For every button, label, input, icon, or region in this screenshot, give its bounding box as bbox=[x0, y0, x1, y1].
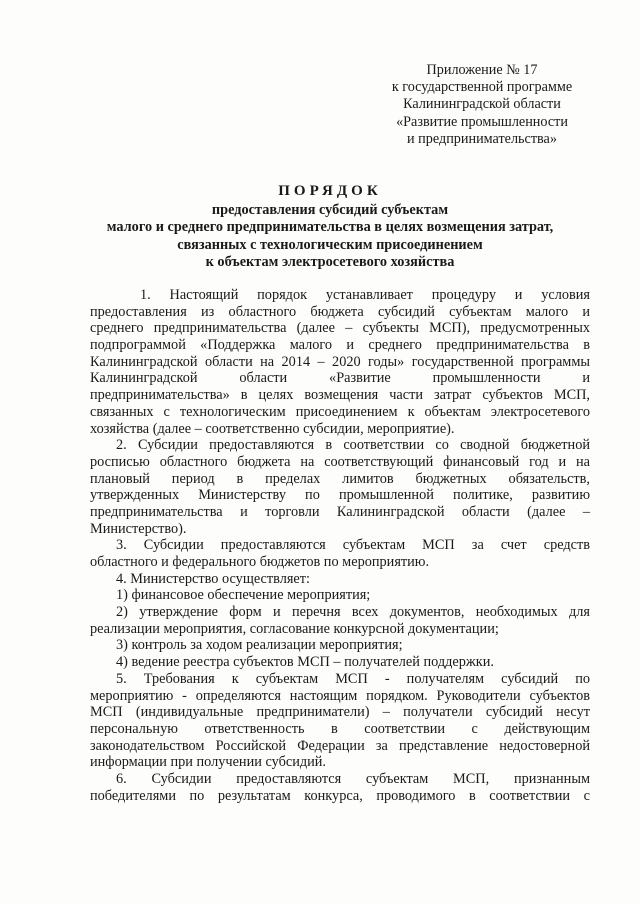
paragraph-5-line: 5. Требования к субъектам МСП - получателям субсидий по bbox=[116, 670, 590, 687]
paragraph-1-line: связанных с технологическим присоединением к объектам электросетевого bbox=[90, 403, 590, 420]
list-item: 2) утверждение форм и перечня всех документов, необходимых для bbox=[116, 604, 590, 621]
title-line: предоставления субсидий субъектам bbox=[211, 201, 449, 218]
paragraph-1-line: Калининградской области «Развитие промышленности и bbox=[90, 370, 590, 387]
paragraph-1-line: предпринимательства» в целях возмещения части затрат субъектов МСП, bbox=[90, 387, 590, 404]
paragraph-2-line: росписью областного бюджета на соответствующий финансовый год и на bbox=[90, 453, 590, 470]
paragraph-1-line: Калининградской области на 2014 – 2020 годы» государственной программы bbox=[90, 353, 590, 370]
paragraph-2-line: 2. Субсидии предоставляются в соответствии со сводной бюджетной bbox=[116, 437, 590, 454]
title-heading: ПОРЯДОК bbox=[278, 183, 382, 199]
appendix-reference bbox=[352, 62, 612, 148]
paragraph-1-line: 1. Настоящий порядок устанавливает процедуру и условия bbox=[140, 287, 590, 303]
paragraph-4-line: 4. Министерство осуществляет: bbox=[116, 570, 310, 587]
paragraph-2-line: Министерство). bbox=[90, 520, 187, 537]
paragraph-6-line: победителями по результатам конкурса, проводимого в соответствии с bbox=[90, 787, 590, 804]
appendix-line: «Развитие промышленности bbox=[396, 113, 568, 130]
paragraph-1-line: подпрограммой «Поддержка малого и среднего предпринимательства в bbox=[90, 337, 590, 354]
document-body bbox=[90, 287, 590, 804]
paragraph-1-line: среднего предпринимательства (далее – субъекты МСП), предусмотренных bbox=[90, 320, 590, 337]
title-line: малого и среднего предпринимательства в целях возмещения затрат, bbox=[106, 219, 554, 236]
paragraph-6-line: 6. Субсидии предоставляются субъектам МСП, признанным bbox=[116, 770, 590, 787]
paragraph-5-line: законодательством Российской Федерации за представление недостоверной bbox=[90, 737, 590, 754]
list-item: 4) ведение реестра субъектов МСП – получателей поддержки. bbox=[116, 654, 494, 671]
list-item: 1) финансовое обеспечение мероприятия; bbox=[116, 587, 371, 604]
paragraph-2-line: утвержденных Министерству по промышленной политике, развитию bbox=[90, 487, 590, 504]
title-line: связанных с технологическим присоединением bbox=[177, 236, 483, 253]
paragraph-2-line: плановый период в пределах лимитов бюджетных обязательств, bbox=[90, 470, 590, 487]
paragraph-5-line: персональную ответственность в соответствии с действующим bbox=[90, 720, 590, 737]
list-item: 3) контроль за ходом реализации мероприятия; bbox=[116, 637, 403, 654]
list-item: реализации мероприятия, согласование конкурсной документации; bbox=[90, 620, 499, 637]
paragraph-3-line: областного и федерального бюджетов по мероприятию. bbox=[90, 554, 430, 570]
appendix-line: к государственной программе bbox=[391, 79, 573, 96]
title-line: к объектам электросетевого хозяйства bbox=[205, 254, 455, 271]
appendix-line: Приложение № 17 bbox=[426, 62, 538, 78]
paragraph-1-line: хозяйства (далее – соответственно субсидии, мероприятие). bbox=[90, 420, 455, 437]
paragraph-2-line: предпринимательства и торговли Калининградской области (далее – bbox=[90, 503, 590, 520]
paragraph-5-line: мероприятию - определяются настоящим порядком. Руководители субъектов bbox=[90, 687, 590, 704]
appendix-line: Калининградской области bbox=[403, 96, 561, 113]
paragraph-5-line: информации при получении субсидий. bbox=[90, 754, 326, 771]
appendix-line: и предпринимательства» bbox=[407, 130, 557, 147]
paragraph-3-line: 3. Субсидии предоставляются субъектам МСП за счет средств bbox=[116, 537, 590, 554]
document-title bbox=[40, 183, 620, 272]
paragraph-5-line: МСП (индивидуальные предприниматели) – получатели субсидий несут bbox=[90, 704, 590, 721]
paragraph-1-line: предоставления из областного бюджета субсидий субъектам малого и bbox=[90, 303, 590, 320]
